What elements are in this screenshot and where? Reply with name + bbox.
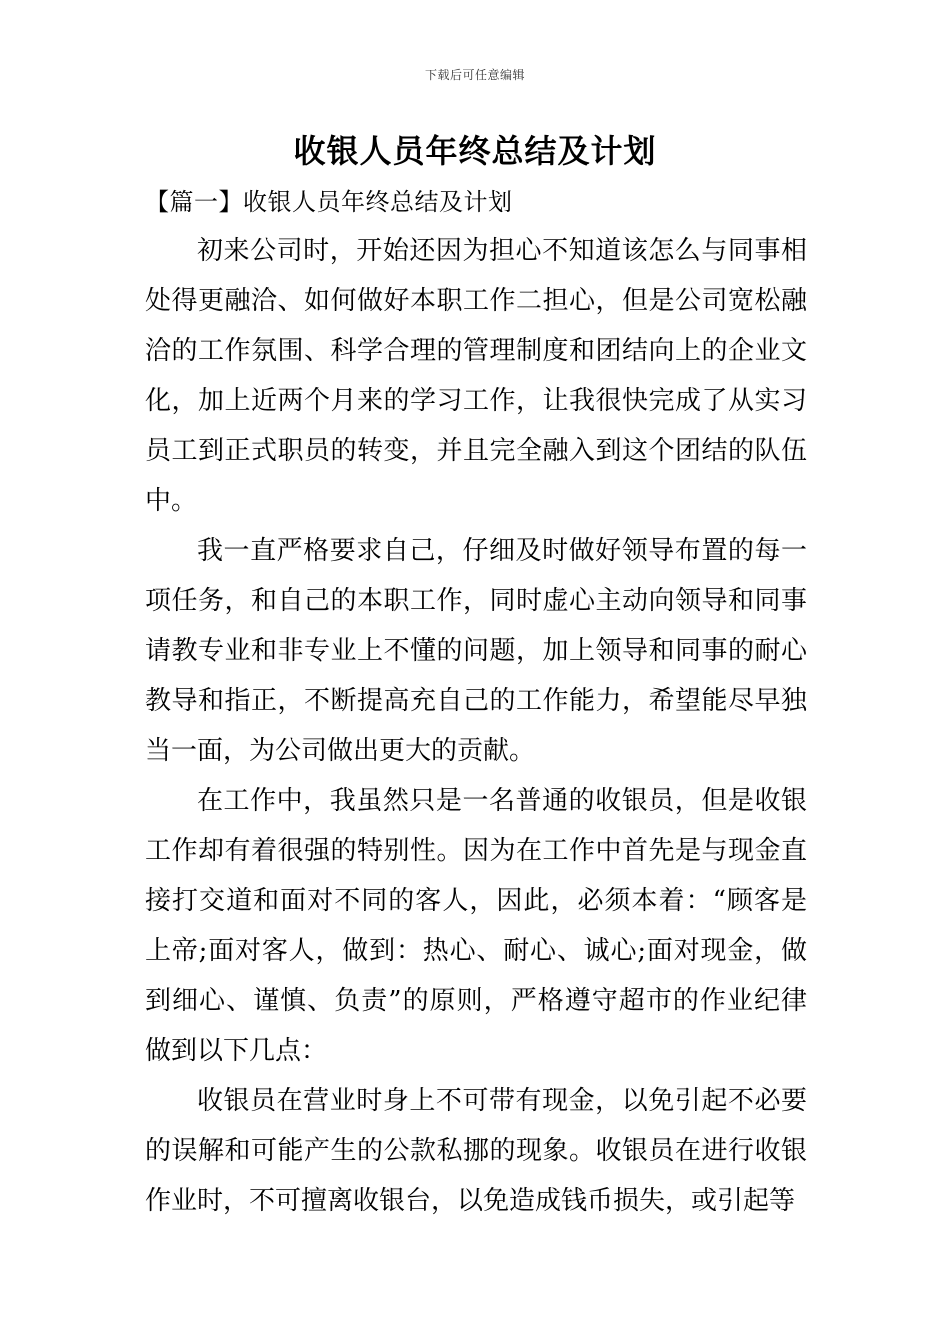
paragraph-4: 收银员在营业时身上不可带有现金，以免引起不必要的误解和可能产生的公款私挪的现象。收银员在进行收银作业时，不可擅离收银台，以免造成钱币损失，或引起等 [145, 1086, 807, 1216]
document-body [145, 226, 807, 1226]
section-heading: 【篇一】收银人员年终总结及计划 [145, 188, 513, 216]
paragraph-1: 初来公司时，开始还因为担心不知道该怎么与同事相处得更融洽、如何做好本职工作二担心，但是公司宽松融洽的工作氛围、科学合理的管理制度和团结向上的企业文化，加上近两个月来的学习工作，让我很快完成了从实习员工到正式职员的转变，并且完全融入到这个团结的队伍中。 [145, 236, 807, 516]
document-title: 收银人员年终总结及计划 [293, 132, 657, 170]
header-note: 下载后可任意编辑 [424, 68, 525, 82]
paragraph-3: 在工作中，我虽然只是一名普通的收银员，但是收银工作却有着很强的特别性。因为在工作中首先是与现金直接打交道和面对不同的客人，因此，必须本着：“顾客是上帝;面对客人，做到：热心、耐心、诚心;面对现金，做到细心、谨慎、负责”的原则，严格遵守超市的作业纪律做到以下几点： [145, 786, 807, 1066]
paragraph-2: 我一直严格要求自己，仔细及时做好领导布置的每一项任务，和自己的本职工作，同时虚心主动向领导和同事请教专业和非专业上不懂的问题，加上领导和同事的耐心教导和指正，不断提高充自己的工作能力，希望能尽早独当一面，为公司做出更大的贡献。 [145, 536, 807, 766]
